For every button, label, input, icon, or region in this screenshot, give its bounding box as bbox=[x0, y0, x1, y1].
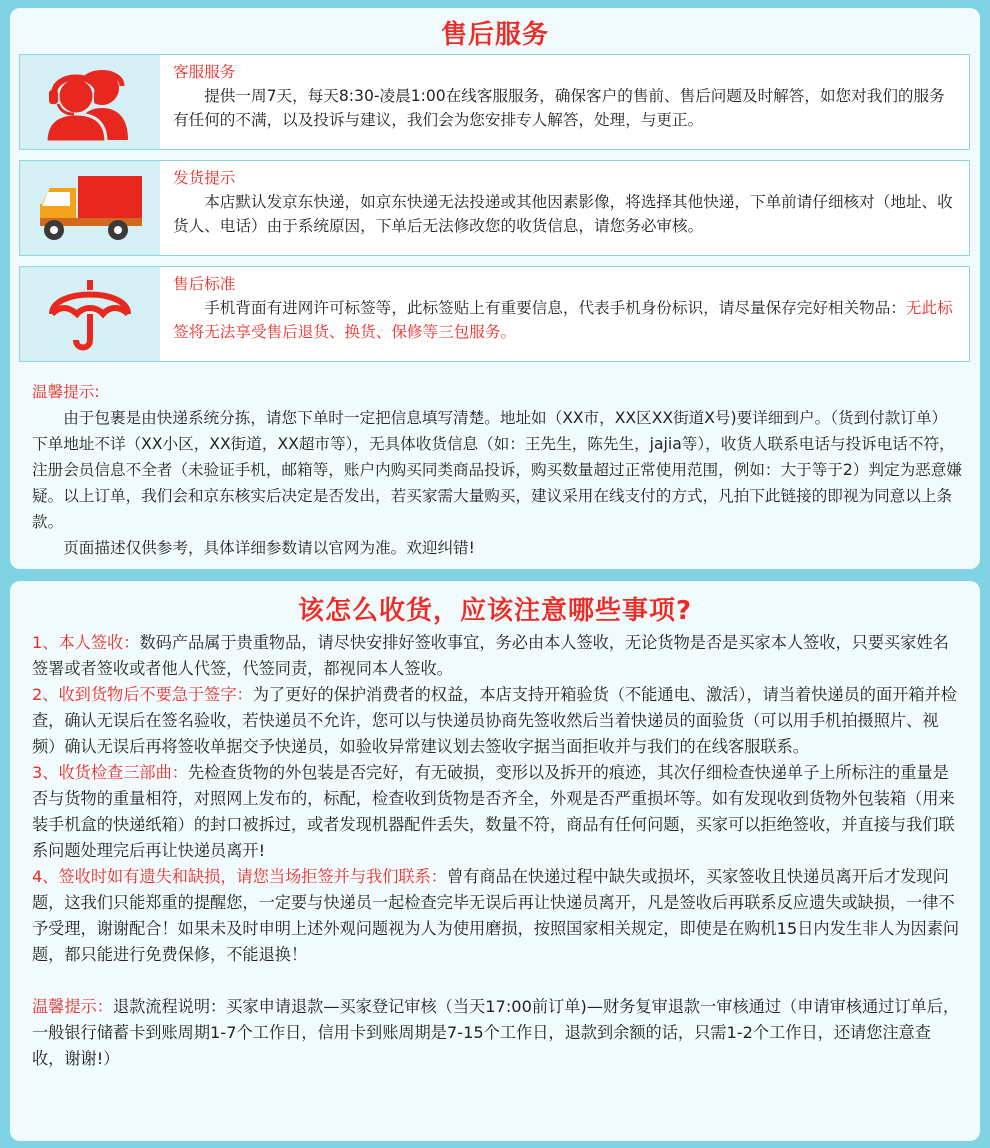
shipping-tips-text: 本店默认发京东快递，如京东快递无法投递或其他因素影像，将选择其他快递，下单前请仔细核对（地址、收货人、电话）由于系统原因，下单后无法修改您的收货信息，请您务必审核。 bbox=[173, 193, 953, 235]
note-item-2 bbox=[32, 682, 962, 760]
customer-service-headset-icon bbox=[40, 62, 140, 142]
customer-service-icon-box bbox=[20, 55, 160, 149]
after-sales-title: 售后服务 bbox=[440, 20, 549, 50]
note-item-3 bbox=[32, 760, 962, 864]
note-item-4 bbox=[32, 864, 962, 968]
receiving-notes-title: 该怎么收货，应该注意哪些事项? bbox=[297, 596, 693, 626]
shipping-tips-body bbox=[173, 166, 955, 238]
note-item-3-text: 先检查货物的外包装是否完好，有无破损，变形以及拆开的痕迹，其次仔细检查快递单子上所标注的重量是否与货物的重量相符，对照网上发布的，标配，检查收到货物是否齐全，外观是否严重损坏等。如有发现收到货物外包装箱（用来装手机盒的快递纸箱）的封口被拆过，或者发现机器配件丢失，数量不符，商品有任何问题，买家可以拒绝签收，并直接与我们联系问题处理完后再让快递员离开! bbox=[32, 763, 955, 860]
warm-tips-section bbox=[32, 379, 962, 561]
spacer bbox=[32, 968, 962, 994]
shipping-icon-box bbox=[20, 161, 160, 255]
umbrella-icon bbox=[48, 274, 132, 354]
after-sales-standard-card bbox=[19, 266, 970, 362]
after-sales-panel bbox=[10, 8, 980, 569]
after-sales-standard-heading: 售后标准 bbox=[173, 275, 236, 293]
receiving-notes-panel bbox=[10, 581, 980, 1141]
refund-notice-label: 温馨提示： bbox=[32, 997, 113, 1016]
receiving-notes-list bbox=[32, 630, 962, 1072]
note-item-3-label: 3、收货检查三部曲： bbox=[32, 763, 188, 782]
after-sales-standard-body bbox=[173, 272, 955, 344]
customer-service-body bbox=[173, 60, 955, 132]
after-sales-standard-icon-box bbox=[20, 267, 160, 361]
note-item-2-label: 2、收到货物后不要急于签字： bbox=[32, 685, 253, 704]
after-sales-standard-text bbox=[173, 296, 955, 344]
after-sales-standard-text-main: 手机背面有进网许可标签等，此标签贴上有重要信息，代表手机身份标识，请尽量保存完好相关物品： bbox=[204, 299, 906, 317]
note-item-1-label: 1、本人签收： bbox=[32, 633, 140, 652]
customer-service-card bbox=[19, 54, 970, 150]
delivery-truck-icon bbox=[34, 170, 146, 246]
note-item-4-label: 4、签收时如有遗失和缺损，请您当场拒签并与我们联系： bbox=[32, 867, 447, 886]
warm-tips-paragraph-1: 由于包裹是由快递系统分拣，请您下单时一定把信息填写清楚。地址如（XX市，XX区XX街道X号)要详细到户。（货到付款订单）下单地址不详（XX小区，XX街道，XX超市等），无具体收货信息（如：王先生，陈先生，jajia等），收货人联系电话与投诉电话不符，注册会员信息不全者（未验证手机，邮箱等，账户内购买同类商品投诉，购买数量超过正常使用范围，例如：大于等于2）判定为恶意嫌疑。以上订单，我们会和京东核实后决定是否发出，若买家需大量购买，建议采用在线支付的方式，凡拍下此链接的即视为同意以上条款。 bbox=[32, 409, 962, 531]
refund-notice-text: 退款流程说明：买家申请退款—买家登记审核（当天17:00前订单)—财务复审退款一审核通过（申请审核通过订单后，一般银行储蓄卡到账周期1-7个工作日，信用卡到账周期是7-15个工作日，退款到余额的话，只需1-2个工作日，还请您注意查收，谢谢!） bbox=[32, 997, 960, 1068]
warm-tips-paragraph-2: 页面描述仅供参考，具体详细参数请以官网为准。欢迎纠错! bbox=[63, 539, 475, 557]
warm-tips-heading: 温馨提示: bbox=[32, 383, 100, 401]
note-item-1-text: 数码产品属于贵重物品，请尽快安排好签收事宜，务必由本人签收，无论货物是否是买家本人签收，只要买家姓名签署或者签收或者他人代签，代签同责，都视同本人签收。 bbox=[32, 633, 949, 678]
after-sales-standard-warning: 无此标签将无法享受售后退货、换货、保修等三包服务。 bbox=[173, 299, 953, 341]
note-item-4-text: 曾有商品在快递过程中缺失或损坏，买家签收且快递员离开后才发现问题，这我们只能郑重的提醒您，一定要与快递员一起检查完毕无误后再让快递员离开，凡是签收后再联系反应遗失或缺损，一律不予受理，谢谢配合！如果未及时申明上述外观问题视为人为使用磨损，按照国家相关规定，即使是在购机15日内发生非人为因素问题，都只能进行免费保修，不能退换！ bbox=[32, 867, 960, 964]
customer-service-heading: 客服服务 bbox=[173, 63, 236, 81]
note-item-2-text: 为了更好的保护消费者的权益，本店支持开箱验货（不能通电、激活），请当着快递员的面开箱并检查，确认无误后在签名验收，若快递员不允许，您可以与快递员协商先签收然后当着快递员的面验货（可以用手机拍摄照片、视频）确认无误后再将签收单据交予快递员，如验收异常建议划去签收字据当面拒收并与我们的在线客服联系。 bbox=[32, 685, 957, 756]
refund-notice bbox=[32, 994, 962, 1072]
shipping-tips-heading: 发货提示 bbox=[173, 169, 236, 187]
note-item-1 bbox=[32, 630, 962, 682]
customer-service-text: 提供一周7天，每天8:30-凌晨1:00在线客服服务，确保客户的售前、售后问题及时解答，如您对我们的服务有任何的不满，以及投诉与建议，我们会为您安排专人解答，处理，与更正。 bbox=[173, 87, 945, 129]
shipping-tips-card bbox=[19, 160, 970, 256]
